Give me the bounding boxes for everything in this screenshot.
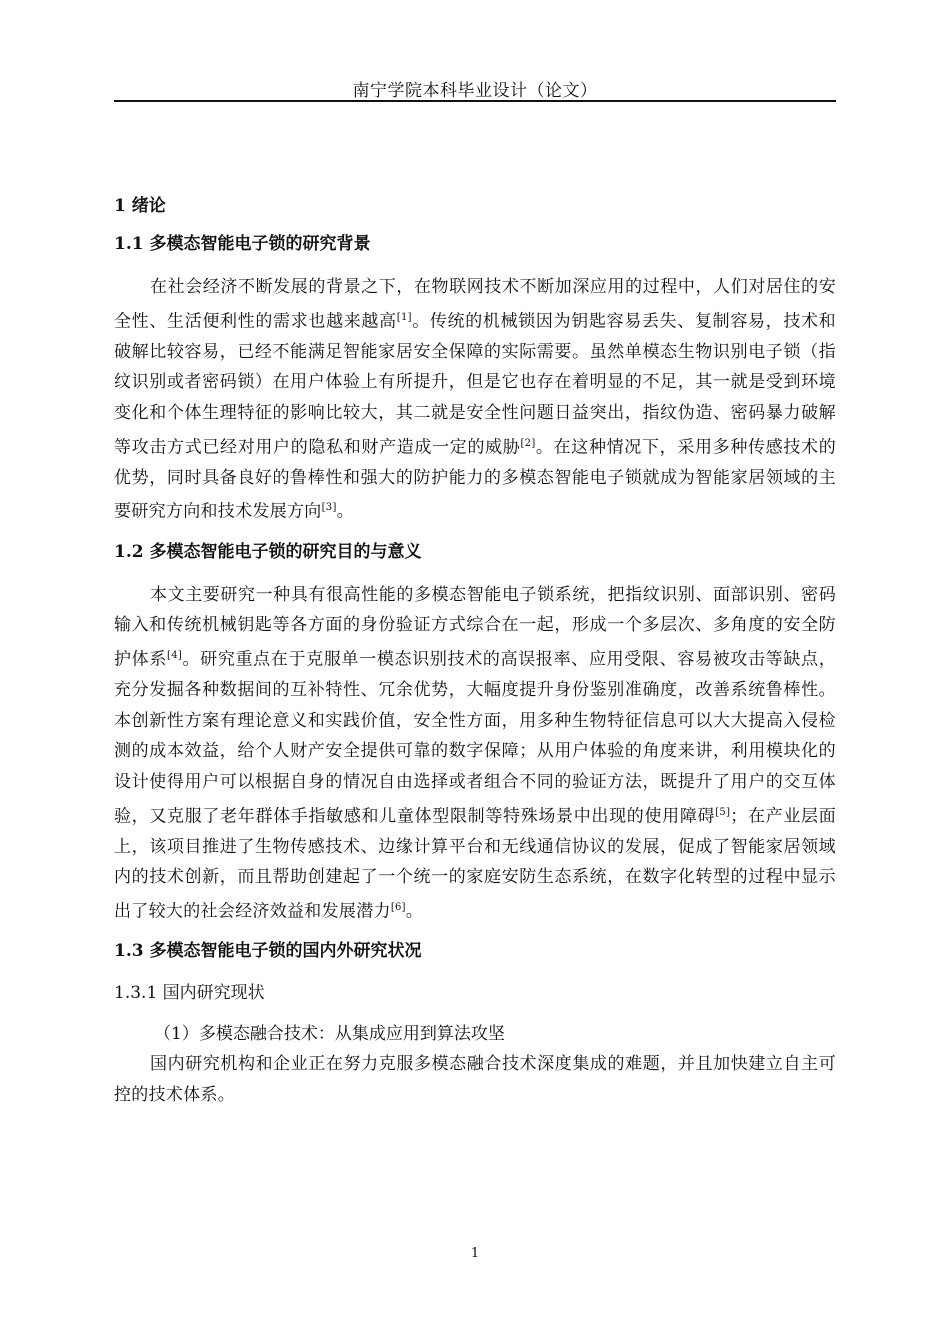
citation-marker: [1]	[396, 311, 412, 323]
page-content	[114, 192, 836, 1110]
citation-marker: [2]	[520, 437, 536, 449]
paragraph-1-2: 本文主要研究一种具有很高性能的多模态智能电子锁系统，把指纹识别、面部识别、密码输入和传统机械钥匙等各方面的身份验证方式综合在一起，形成一个多层次、多角度的安全防护体系[4]。研究重点在于克服单一模态识别技术的高误报率、应用受限、容易被攻击等缺点，充分发掘各种数据间的互补特性、冗余优势，大幅度提升身份鉴别准确度，改善系统鲁棒性。本创新性方案有理论意义和实践价值，安全性方面，用多种生物特征信息可以大大提高入侵检测的成本效益，给个人财产安全提供可靠的数字保障；从用户体验的角度来讲，利用模块化的设计使得用户可以根据自身的情况自由选择或者组合不同的验证方法，既提升了用户的交互体验，又克服了老年群体手指敏感和儿童体型限制等特殊场景中出现的使用障碍[5]；在产业层面上，该项目推进了生物传感技术、边缘计算平台和无线通信协议的发展，促成了智能家居领域内的技术创新，而且帮助创建起了一个统一的家庭安防生态系统，在数字化转型的过程中显示出了较大的社会经济效益和发展潜力[6]。	[114, 584, 836, 922]
section-heading-1-2: 1.2 多模态智能电子锁的研究目的与意义	[114, 541, 422, 562]
citation-marker: [6]	[390, 901, 406, 913]
section-heading-1-1: 1.1 多模态智能电子锁的研究背景	[114, 234, 371, 254]
subsection-heading-1-3-1: 1.3.1 国内研究现状	[114, 983, 265, 1004]
page-number: 1	[470, 1246, 480, 1261]
paragraph-1-1: 在社会经济不断发展的背景之下，在物联网技术不断加深应用的过程中，人们对居住的安全性、生活便利性的需求也越来越高[1]。传统的机械锁因为钥匙容易丢失、复制容易，技术和破解比较容易，已经不能满足智能家居安全保障的实际需要。虽然单模态生物识别电子锁（指纹识别或者密码锁）在用户体验上有所提升，但是它也存在着明显的不足，其一就是受到环境变化和个体生理特征的影响比较大，其二就是安全性问题日益突出，指纹伪造、密码暴力破解等攻击方式已经对用户的隐私和财产造成一定的威胁[2]。在这种情况下，采用多种传感技术的优势，同时具备良好的鲁棒性和强大的防护能力的多模态智能电子锁就成为智能家居领域的主要研究方向和技术发展方向[3]。	[114, 277, 836, 523]
chapter-title: 1 绪论	[114, 196, 166, 216]
citation-marker: [5]	[715, 806, 731, 818]
running-header: 南宁学院本科毕业设计（论文）	[352, 81, 598, 101]
header-rule	[114, 100, 836, 102]
citation-marker: [4]	[167, 649, 183, 661]
section-heading-1-3: 1.3 多模态智能电子锁的国内外研究状况	[114, 941, 422, 962]
list-item: （1）多模态融合技术：从集成应用到算法攻坚	[154, 1024, 505, 1045]
paragraph-1-3-1: 国内研究机构和企业正在努力克服多模态融合技术深度集成的难题，并且加快建立自主可控的技术体系。	[114, 1054, 836, 1105]
citation-marker: [3]	[321, 502, 337, 514]
